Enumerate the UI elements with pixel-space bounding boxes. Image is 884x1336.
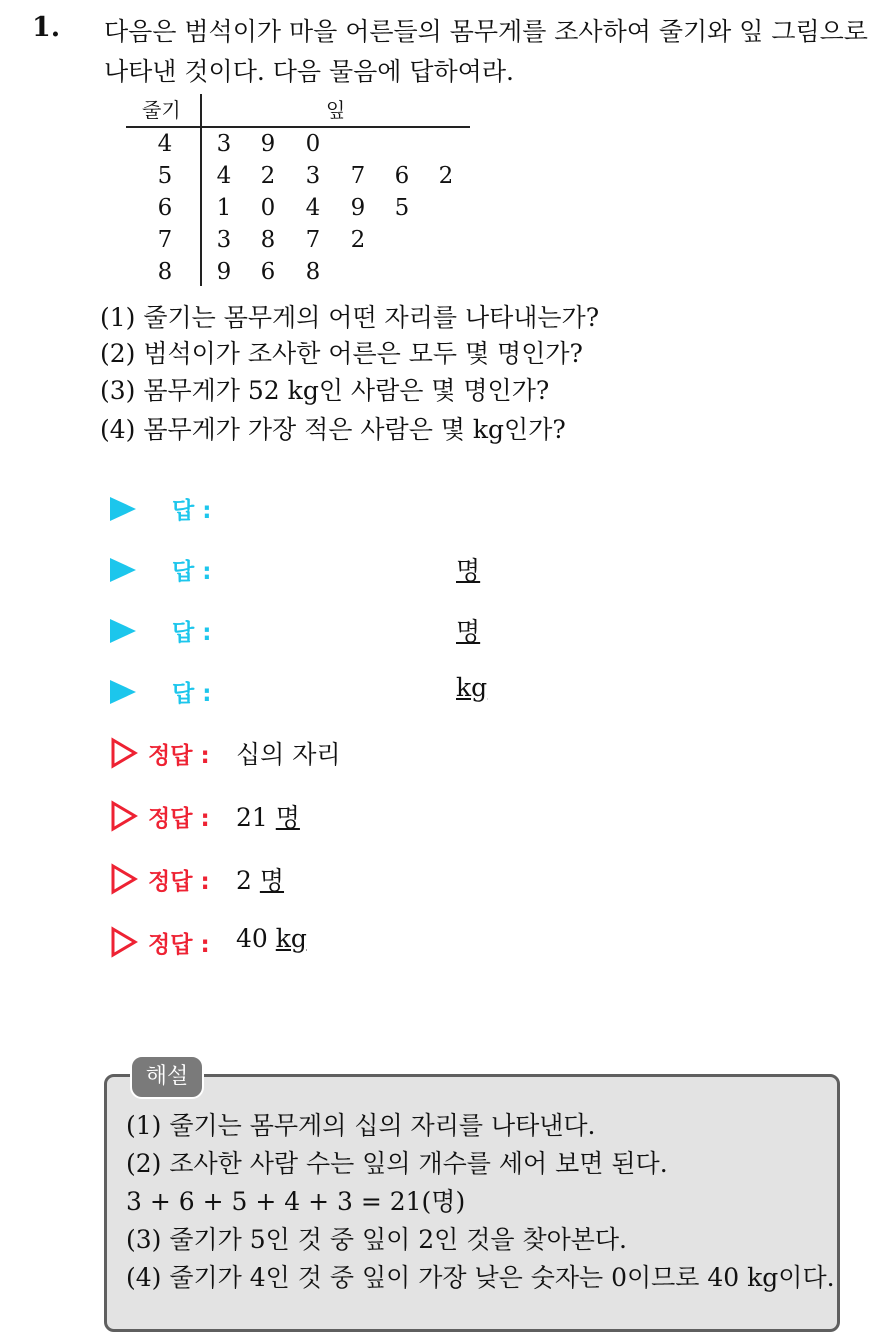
header-divider [126, 126, 470, 128]
outline-triangle-icon [110, 737, 138, 769]
leaf-value: 6 [394, 163, 410, 189]
leaf-value: 0 [260, 195, 276, 221]
leaf-value: 4 [216, 163, 232, 189]
outline-triangle-icon [110, 800, 138, 832]
outline-triangle-icon [110, 926, 138, 958]
answer-unit: 명 [456, 556, 481, 585]
stem-leaf-plot [126, 92, 472, 292]
leaf-value: 8 [260, 227, 276, 253]
answer-row[interactable] [110, 673, 810, 713]
leaf-value: 6 [260, 259, 276, 285]
play-triangle-icon [110, 558, 136, 582]
explanation-line: (2) 조사한 사람 수는 잎의 개수를 세어 보면 된다. [126, 1149, 668, 1178]
stem-value: 8 [157, 259, 173, 285]
stem-value: 4 [157, 131, 173, 157]
answer-row[interactable] [110, 490, 810, 530]
answer-row[interactable] [110, 612, 810, 652]
leaf-value: 1 [216, 195, 232, 221]
sub-question: (2) 범석이가 조사한 어른은 모두 몇 명인가? [100, 339, 583, 368]
leaf-value: 9 [260, 131, 276, 157]
leaf-value: 7 [305, 227, 321, 253]
stem-header: 줄기 [142, 98, 181, 122]
leaf-value: 9 [350, 195, 366, 221]
correct-answer-row [110, 735, 810, 775]
play-triangle-icon [110, 680, 136, 704]
explanation-tag: 해설 [130, 1055, 204, 1099]
correct-answer-label: 정답 : [148, 743, 210, 769]
explanation-line: (4) 줄기가 4인 것 중 잎이 가장 낮은 숫자는 0이므로 40 kg이다. [126, 1263, 835, 1292]
correct-answer-value: 21 명 [236, 803, 300, 832]
sub-question: (1) 줄기는 몸무게의 어떤 자리를 나타내는가? [100, 303, 600, 332]
question-text: 다음은 범석이가 마을 어른들의 몸무게를 조사하여 줄기와 잎 그림으로 나타낸 것이다. 다음 물음에 답하여라. [104, 17, 868, 86]
leaf-value: 5 [394, 195, 410, 221]
correct-answer-value: 2 명 [236, 866, 285, 895]
sub-question: (4) 몸무게가 가장 적은 사람은 몇 kg인가? [100, 415, 566, 444]
correct-answer-value: 십의 자리 [236, 740, 341, 769]
stem-value: 6 [157, 195, 173, 221]
sub-question: (3) 몸무게가 52 kg인 사람은 몇 명인가? [100, 376, 550, 405]
answer-label: 답 : [172, 681, 212, 707]
leaf-value: 3 [216, 227, 232, 253]
leaf-value: 2 [350, 227, 366, 253]
stem-value: 7 [157, 227, 173, 253]
leaf-value: 9 [216, 259, 232, 285]
leaf-value: 8 [305, 259, 321, 285]
explanation-line: (3) 줄기가 5인 것 중 잎이 2인 것을 찾아본다. [126, 1225, 627, 1254]
answer-label: 답 : [172, 498, 212, 524]
play-triangle-icon [110, 497, 136, 521]
leaf-header: 잎 [326, 98, 346, 122]
correct-answer-row [110, 798, 810, 838]
answer-label: 답 : [172, 620, 212, 646]
answer-row[interactable] [110, 551, 810, 591]
explanation-line: (1) 줄기는 몸무게의 십의 자리를 나타낸다. [126, 1111, 596, 1140]
leaf-value: 3 [305, 163, 321, 189]
leaf-value: 0 [305, 131, 321, 157]
answer-unit: 명 [456, 617, 481, 646]
stem-divider [200, 94, 202, 286]
correct-answer-row [110, 924, 810, 964]
correct-answer-label: 정답 : [148, 932, 210, 958]
correct-answer-row [110, 861, 810, 901]
outline-triangle-icon [110, 863, 138, 895]
answer-unit: kg [456, 673, 488, 702]
leaf-value: 3 [216, 131, 232, 157]
leaf-value: 7 [350, 163, 366, 189]
correct-answer-value: 40 kg [236, 924, 307, 953]
explanation-line: 3 + 6 + 5 + 4 + 3 = 21(명) [126, 1187, 466, 1216]
leaf-value: 4 [305, 195, 321, 221]
answer-label: 답 : [172, 559, 212, 585]
leaf-value: 2 [260, 163, 276, 189]
play-triangle-icon [110, 619, 136, 643]
leaf-value: 2 [438, 163, 454, 189]
stem-value: 5 [157, 163, 173, 189]
correct-answer-label: 정답 : [148, 869, 210, 895]
correct-answer-label: 정답 : [148, 806, 210, 832]
question-number: 1. [32, 12, 61, 43]
